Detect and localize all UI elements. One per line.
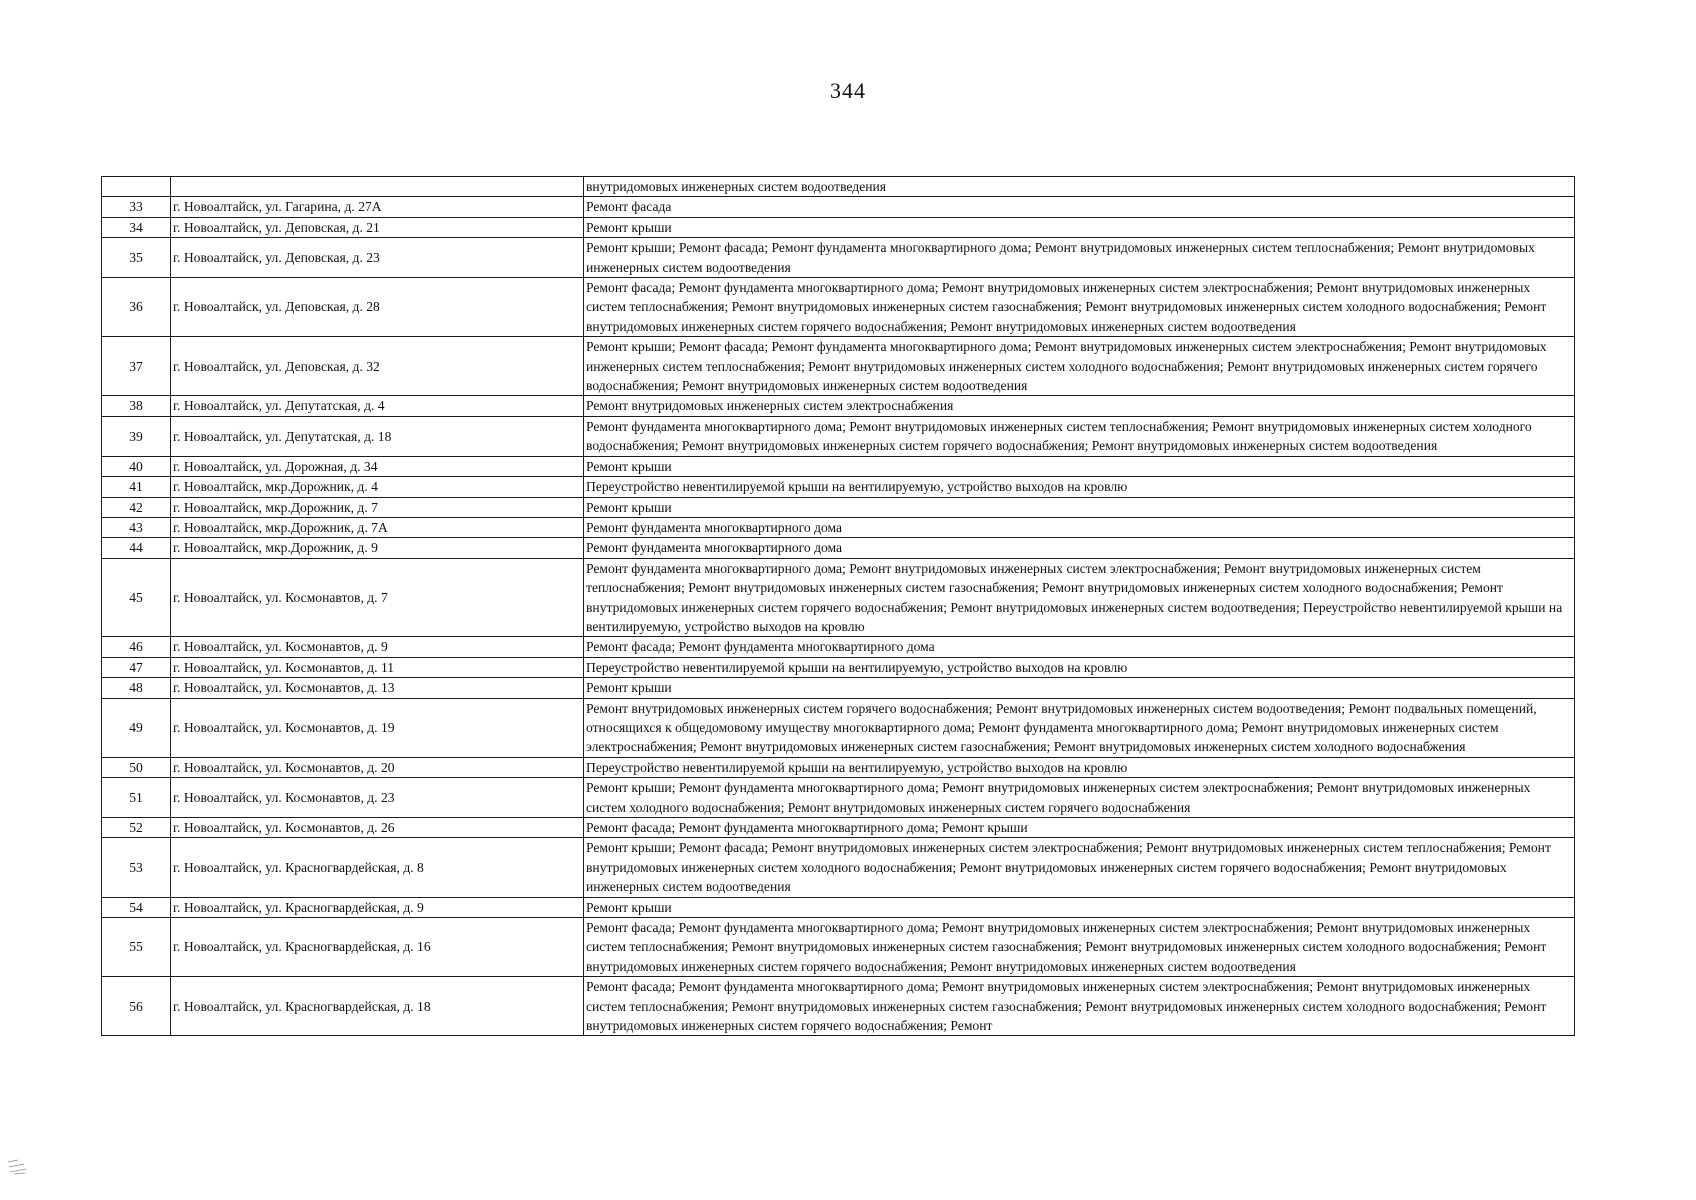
- row-works: Ремонт крыши: [584, 897, 1575, 917]
- row-address: г. Новоалтайск, ул. Космонавтов, д. 19: [171, 698, 584, 757]
- scan-artifact-icon: [6, 1158, 28, 1176]
- row-number: 54: [102, 897, 171, 917]
- row-address: г. Новоалтайск, ул. Красногвардейская, д. 9: [171, 897, 584, 917]
- table-row: [102, 278, 1575, 337]
- row-works: Ремонт внутридомовых инженерных систем электроснабжения: [584, 396, 1575, 416]
- row-number: 51: [102, 778, 171, 818]
- row-number: 47: [102, 657, 171, 677]
- table-row: [102, 396, 1575, 416]
- table-row: [102, 197, 1575, 217]
- row-address: г. Новоалтайск, ул. Космонавтов, д. 23: [171, 778, 584, 818]
- table-row: [102, 698, 1575, 757]
- table-row: [102, 558, 1575, 637]
- row-address: г. Новоалтайск, ул. Космонавтов, д. 11: [171, 657, 584, 677]
- row-number: 50: [102, 757, 171, 777]
- table-row: [102, 657, 1575, 677]
- row-address: г. Новоалтайск, мкр.Дорожник, д. 7: [171, 497, 584, 517]
- table-row: [102, 637, 1575, 657]
- row-works: Ремонт крыши: [584, 456, 1575, 476]
- table-row: [102, 838, 1575, 897]
- row-works: Ремонт фасада; Ремонт фундамента многоквартирного дома; Ремонт внутридомовых инженерных систем электроснабжения; Ремонт внутридомовых инженерных систем теплоснабжения; Ремонт внутридомовых инженерных систем газоснабжения; Ремонт внутридомовых инженерных систем холодного водоснабжения; Ремонт внутридомовых инженерных систем горячего водоснабжения; Ремонт внутридомовых инженерных систем водоотведения: [584, 918, 1575, 977]
- row-address: г. Новоалтайск, мкр.Дорожник, д. 4: [171, 477, 584, 497]
- table-row: [102, 918, 1575, 977]
- row-number: 52: [102, 818, 171, 838]
- row-number: 48: [102, 678, 171, 698]
- table-row: [102, 538, 1575, 558]
- row-number: 45: [102, 558, 171, 637]
- page-number: 344: [830, 78, 866, 103]
- row-works: Ремонт фасада: [584, 197, 1575, 217]
- row-number: 40: [102, 456, 171, 476]
- row-address: г. Новоалтайск, ул. Космонавтов, д. 13: [171, 678, 584, 698]
- row-address: г. Новоалтайск, ул. Гагарина, д. 27А: [171, 197, 584, 217]
- row-number: 36: [102, 278, 171, 337]
- table-row: [102, 778, 1575, 818]
- works-table: [101, 176, 1575, 1036]
- table-row: [102, 456, 1575, 476]
- row-address: г. Новоалтайск, ул. Депутатская, д. 4: [171, 396, 584, 416]
- row-works: Ремонт внутридомовых инженерных систем горячего водоснабжения; Ремонт внутридомовых инженерных систем водоотведения; Ремонт подвальных помещений, относящихся к общедомовому имуществу многоквартирного дома; Ремонт фундамента многоквартирного дома; Ремонт внутридомовых инженерных систем электроснабжения; Ремонт внутридомовых инженерных систем газоснабжения; Ремонт внутридомовых инженерных систем холодного водоснабжения: [584, 698, 1575, 757]
- row-number: 43: [102, 517, 171, 537]
- row-works: Переустройство невентилируемой крыши на вентилируемую, устройство выходов на кровлю: [584, 477, 1575, 497]
- row-number: 35: [102, 238, 171, 278]
- row-address: г. Новоалтайск, ул. Красногвардейская, д. 18: [171, 977, 584, 1036]
- table-row: [102, 416, 1575, 456]
- row-number: 56: [102, 977, 171, 1036]
- row-works: внутридомовых инженерных систем водоотведения: [584, 177, 1575, 197]
- row-number: 42: [102, 497, 171, 517]
- row-works: Ремонт крыши; Ремонт фасада; Ремонт фундамента многоквартирного дома; Ремонт внутридомовых инженерных систем электроснабжения; Ремонт внутридомовых инженерных систем теплоснабжения; Ремонт внутридомовых инженерных систем холодного водоснабжения; Ремонт внутридомовых инженерных систем горячего водоснабжения; Ремонт внутридомовых инженерных систем водоотведения: [584, 337, 1575, 396]
- row-address: г. Новоалтайск, мкр.Дорожник, д. 7А: [171, 517, 584, 537]
- row-number: 34: [102, 217, 171, 237]
- table-row: [102, 517, 1575, 537]
- row-works: Ремонт фундамента многоквартирного дома; Ремонт внутридомовых инженерных систем теплоснабжения; Ремонт внутридомовых инженерных систем холодного водоснабжения; Ремонт внутридомовых инженерных систем горячего водоснабжения; Ремонт внутридомовых инженерных систем водоотведения: [584, 416, 1575, 456]
- row-works: Переустройство невентилируемой крыши на вентилируемую, устройство выходов на кровлю: [584, 657, 1575, 677]
- row-works: Ремонт крыши: [584, 217, 1575, 237]
- table-row: [102, 678, 1575, 698]
- row-works: Ремонт крыши; Ремонт фасада; Ремонт фундамента многоквартирного дома; Ремонт внутридомовых инженерных систем теплоснабжения; Ремонт внутридомовых инженерных систем водоотведения: [584, 238, 1575, 278]
- row-works: Ремонт крыши: [584, 678, 1575, 698]
- row-address: г. Новоалтайск, ул. Космонавтов, д. 7: [171, 558, 584, 637]
- row-address: г. Новоалтайск, ул. Деповская, д. 28: [171, 278, 584, 337]
- table-row: [102, 818, 1575, 838]
- row-number: 46: [102, 637, 171, 657]
- table-row: [102, 477, 1575, 497]
- table-row: [102, 897, 1575, 917]
- row-works: Ремонт фундамента многоквартирного дома; Ремонт внутридомовых инженерных систем электроснабжения; Ремонт внутридомовых инженерных систем теплоснабжения; Ремонт внутридомовых инженерных систем газоснабжения; Ремонт внутридомовых инженерных систем холодного водоснабжения; Ремонт внутридомовых инженерных систем горячего водоснабжения; Ремонт внутридомовых инженерных систем водоотведения; Переустройство невентилируемой крыши на вентилируемую, устройство выходов на кровлю: [584, 558, 1575, 637]
- row-works: Ремонт крыши: [584, 497, 1575, 517]
- row-works: Переустройство невентилируемой крыши на вентилируемую, устройство выходов на кровлю: [584, 757, 1575, 777]
- table-row: [102, 217, 1575, 237]
- row-address: г. Новоалтайск, ул. Космонавтов, д. 9: [171, 637, 584, 657]
- table-row: [102, 757, 1575, 777]
- table-row: [102, 238, 1575, 278]
- works-table-body: [102, 177, 1575, 1036]
- row-works: Ремонт фасада; Ремонт фундамента многоквартирного дома: [584, 637, 1575, 657]
- row-address: г. Новоалтайск, ул. Дорожная, д. 34: [171, 456, 584, 476]
- row-works: Ремонт фасада; Ремонт фундамента многоквартирного дома; Ремонт крыши: [584, 818, 1575, 838]
- table-row: [102, 177, 1575, 197]
- row-number: 38: [102, 396, 171, 416]
- row-number: 49: [102, 698, 171, 757]
- row-address: [171, 177, 584, 197]
- row-address: г. Новоалтайск, ул. Красногвардейская, д. 8: [171, 838, 584, 897]
- table-row: [102, 977, 1575, 1036]
- row-address: г. Новоалтайск, ул. Деповская, д. 32: [171, 337, 584, 396]
- row-address: г. Новоалтайск, ул. Космонавтов, д. 20: [171, 757, 584, 777]
- row-address: г. Новоалтайск, ул. Депутатская, д. 18: [171, 416, 584, 456]
- row-address: г. Новоалтайск, ул. Деповская, д. 23: [171, 238, 584, 278]
- table-row: [102, 337, 1575, 396]
- row-number: 44: [102, 538, 171, 558]
- row-number: 33: [102, 197, 171, 217]
- row-address: г. Новоалтайск, ул. Космонавтов, д. 26: [171, 818, 584, 838]
- row-number: [102, 177, 171, 197]
- row-works: Ремонт фундамента многоквартирного дома: [584, 517, 1575, 537]
- row-works: Ремонт фасада; Ремонт фундамента многоквартирного дома; Ремонт внутридомовых инженерных систем электроснабжения; Ремонт внутридомовых инженерных систем теплоснабжения; Ремонт внутридомовых инженерных систем газоснабжения; Ремонт внутридомовых инженерных систем холодного водоснабжения; Ремонт внутридомовых инженерных систем горячего водоснабжения; Ремонт: [584, 977, 1575, 1036]
- row-address: г. Новоалтайск, ул. Деповская, д. 21: [171, 217, 584, 237]
- row-works: Ремонт крыши; Ремонт фундамента многоквартирного дома; Ремонт внутридомовых инженерных систем электроснабжения; Ремонт внутридомовых инженерных систем холодного водоснабжения; Ремонт внутридомовых инженерных систем горячего водоснабжения: [584, 778, 1575, 818]
- row-works: Ремонт фасада; Ремонт фундамента многоквартирного дома; Ремонт внутридомовых инженерных систем электроснабжения; Ремонт внутридомовых инженерных систем теплоснабжения; Ремонт внутридомовых инженерных систем газоснабжения; Ремонт внутридомовых инженерных систем холодного водоснабжения; Ремонт внутридомовых инженерных систем горячего водоснабжения; Ремонт внутридомовых инженерных систем водоотведения: [584, 278, 1575, 337]
- table-row: [102, 497, 1575, 517]
- row-works: Ремонт крыши; Ремонт фасада; Ремонт внутридомовых инженерных систем электроснабжения; Ремонт внутридомовых инженерных систем теплоснабжения; Ремонт внутридомовых инженерных систем холодного водоснабжения; Ремонт внутридомовых инженерных систем горячего водоснабжения; Ремонт внутридомовых инженерных систем водоотведения: [584, 838, 1575, 897]
- row-number: 41: [102, 477, 171, 497]
- row-number: 39: [102, 416, 171, 456]
- row-address: г. Новоалтайск, ул. Красногвардейская, д. 16: [171, 918, 584, 977]
- row-number: 55: [102, 918, 171, 977]
- row-number: 53: [102, 838, 171, 897]
- row-address: г. Новоалтайск, мкр.Дорожник, д. 9: [171, 538, 584, 558]
- row-number: 37: [102, 337, 171, 396]
- row-works: Ремонт фундамента многоквартирного дома: [584, 538, 1575, 558]
